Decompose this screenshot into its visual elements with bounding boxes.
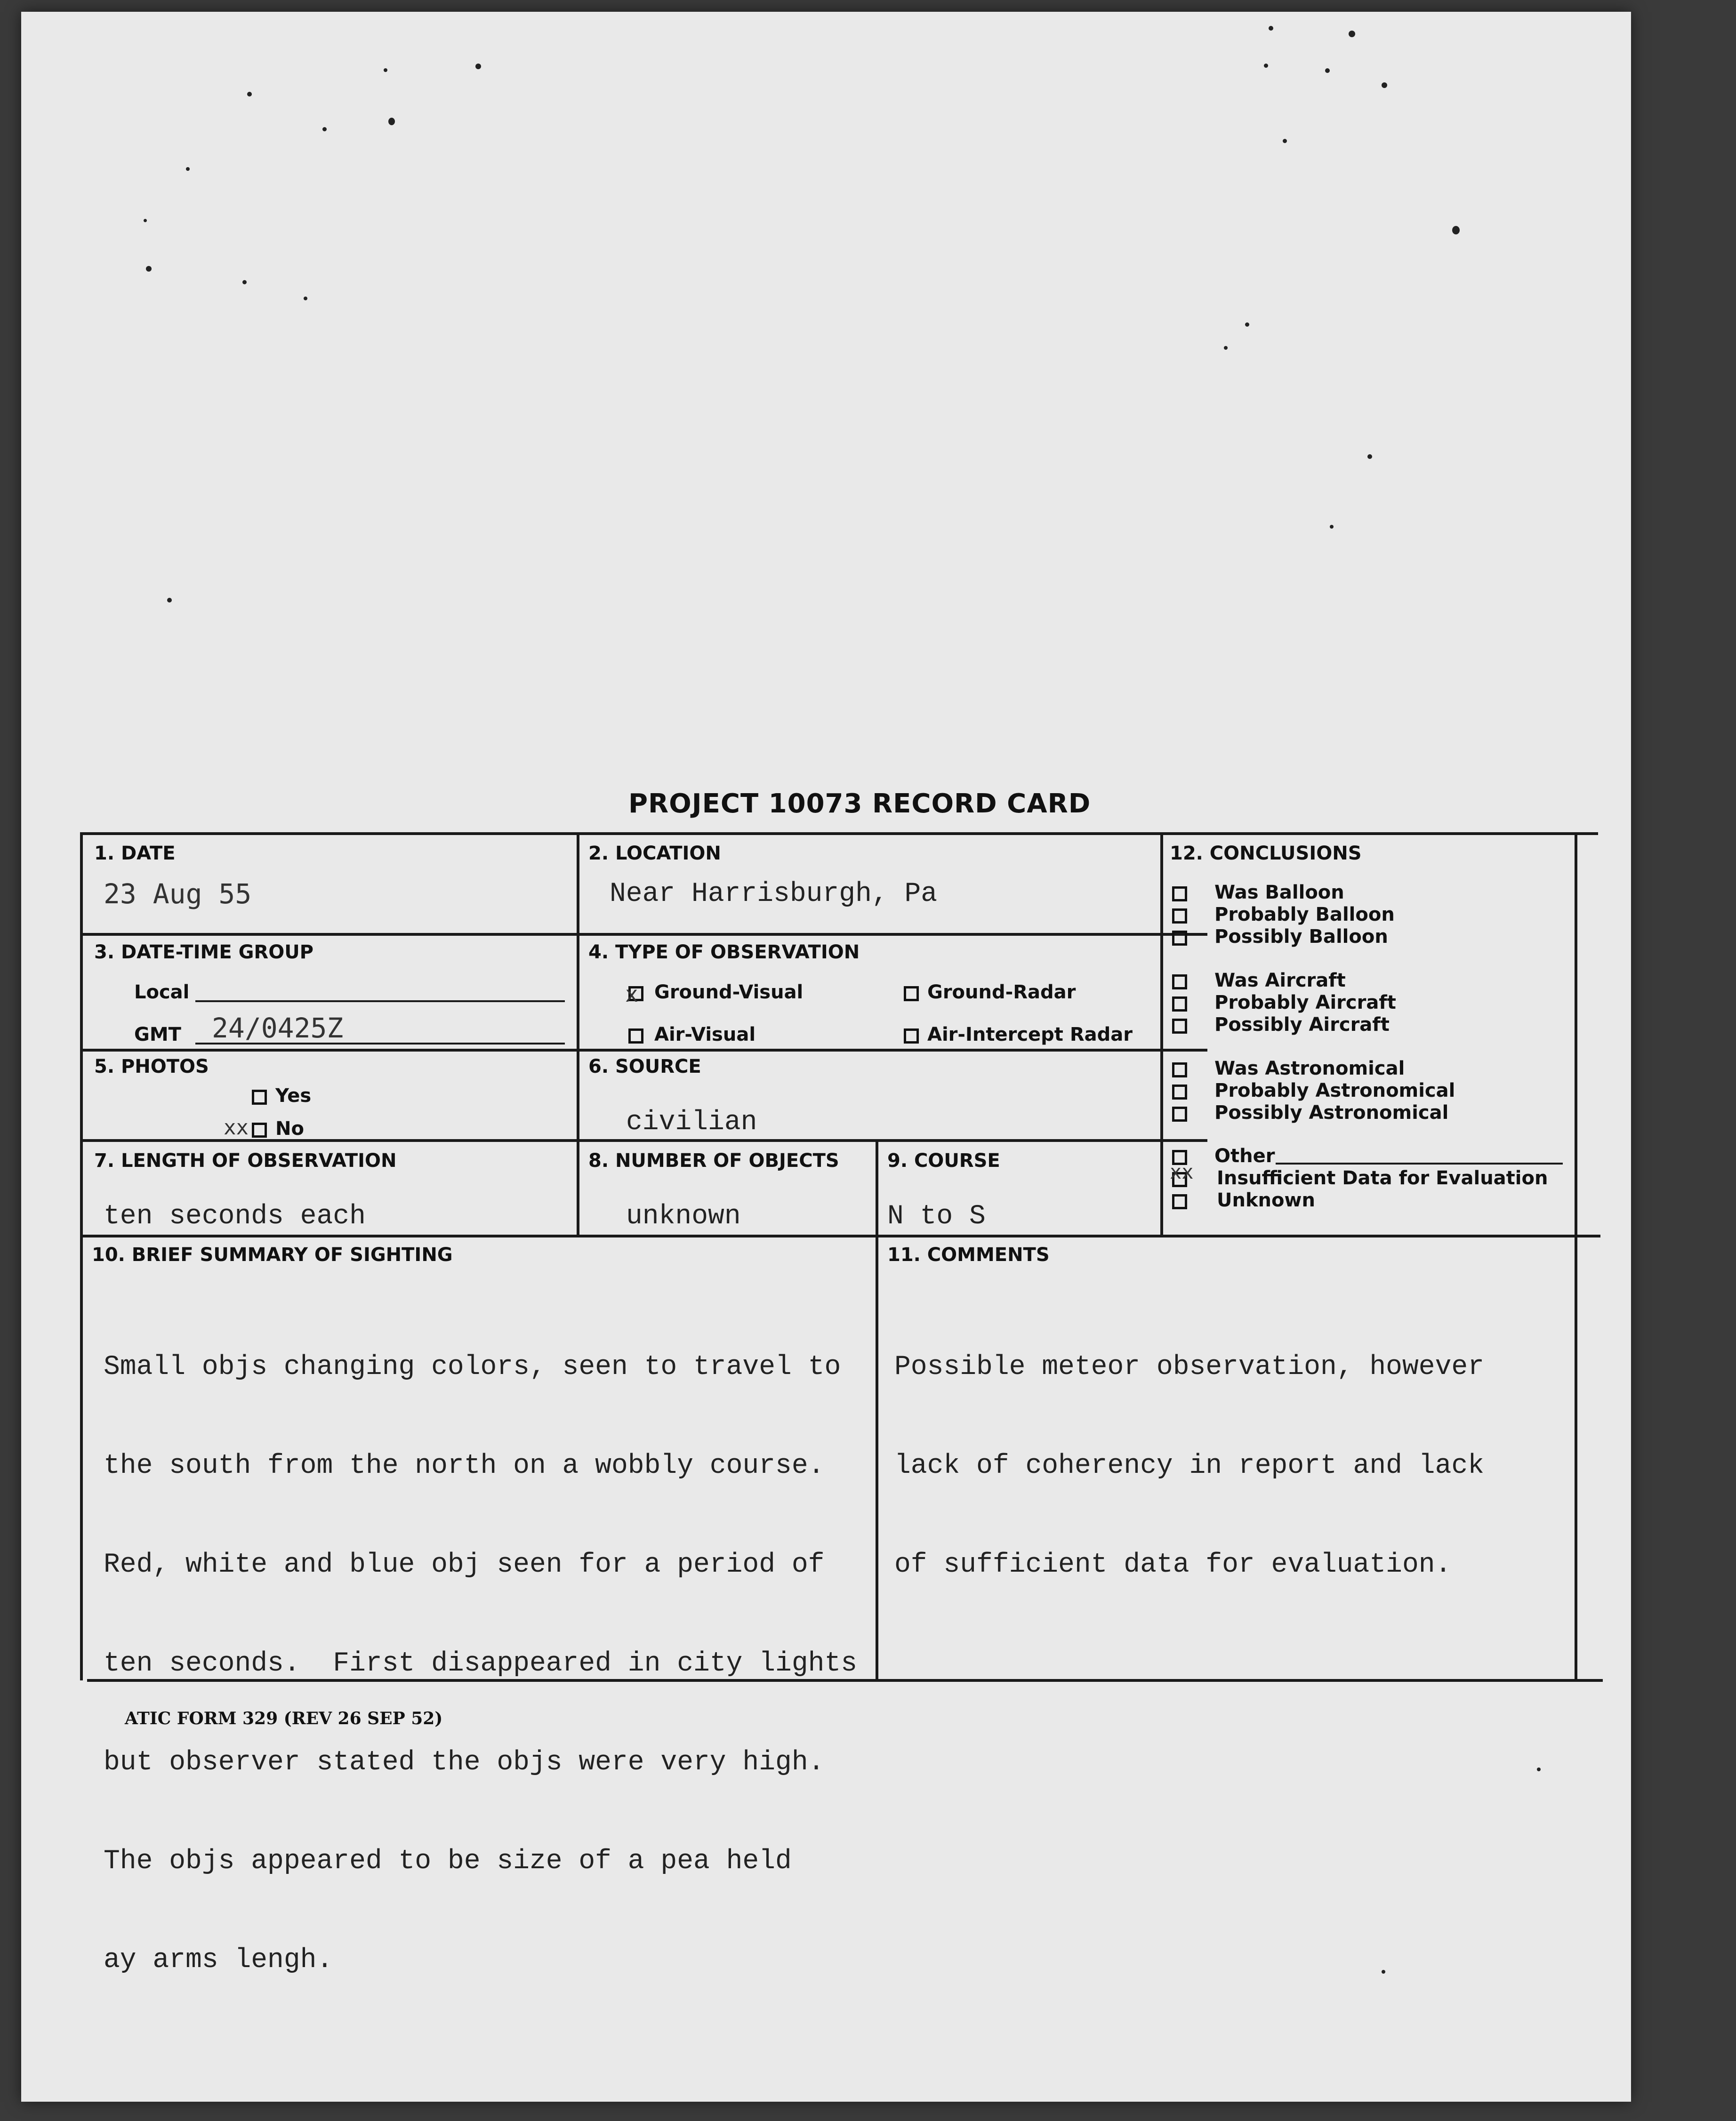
- source-value: civilian: [626, 1107, 757, 1138]
- speck: [1269, 26, 1273, 31]
- form-id: ATIC FORM 329 (REV 26 SEP 52): [125, 1709, 443, 1728]
- length-of-observation-value: ten seconds each: [104, 1201, 366, 1232]
- speck: [247, 92, 252, 96]
- speck: [242, 280, 247, 284]
- ground-visual-option: Ground-Visual: [654, 981, 804, 1003]
- comments-line: Possible meteor observation, however: [894, 1352, 1485, 1382]
- speck: [144, 219, 147, 222]
- speck: [186, 167, 190, 171]
- air-intercept-radar-checkbox[interactable]: [904, 1028, 919, 1044]
- possibly-balloon-option: Possibly Balloon: [1214, 926, 1388, 948]
- probably-astronomical-checkbox[interactable]: [1172, 1085, 1187, 1100]
- possibly-astronomical-option: Possibly Astronomical: [1214, 1102, 1449, 1124]
- probably-balloon-option: Probably Balloon: [1214, 904, 1395, 925]
- brief-summary-line: ay arms lengh.: [104, 1945, 333, 1976]
- type-of-observation-label: 4. TYPE OF OBSERVATION: [588, 941, 860, 963]
- other-underline: [1276, 1163, 1563, 1165]
- was-balloon-option: Was Balloon: [1214, 882, 1344, 903]
- local-label: Local: [134, 981, 190, 1003]
- was-astronomical-option: Was Astronomical: [1214, 1058, 1405, 1079]
- insufficient-data-check-mark: xx: [1170, 1160, 1194, 1183]
- speck: [1382, 1970, 1385, 1974]
- source-label: 6. SOURCE: [588, 1056, 701, 1077]
- brief-summary-line: Small objs changing colors, seen to travel to: [104, 1352, 841, 1382]
- brief-summary-label: 10. BRIEF SUMMARY OF SIGHTING: [92, 1244, 453, 1266]
- brief-summary-line: Red, white and blue obj seen for a period of: [104, 1550, 825, 1580]
- grid-line: [82, 1139, 1207, 1142]
- location-label: 2. LOCATION: [588, 843, 721, 864]
- comments-label: 11. COMMENTS: [887, 1244, 1050, 1266]
- grid-line: [82, 1235, 1600, 1237]
- date-value: 23 Aug 55: [104, 878, 252, 910]
- grid-line: [1160, 833, 1163, 1236]
- insufficient-data-option: Insufficient Data for Evaluation: [1217, 1167, 1548, 1189]
- local-underline: [195, 1000, 565, 1002]
- brief-summary-line: the south from the north on a wobbly course.: [104, 1451, 825, 1481]
- was-astronomical-checkbox[interactable]: [1172, 1062, 1187, 1077]
- unknown-checkbox[interactable]: [1172, 1194, 1187, 1209]
- probably-astronomical-option: Probably Astronomical: [1214, 1080, 1455, 1101]
- speck: [1367, 454, 1372, 459]
- course-value: N to S: [887, 1201, 986, 1232]
- grid-line: [82, 1049, 1207, 1052]
- speck: [167, 598, 172, 603]
- comments-line: lack of coherency in report and lack: [894, 1451, 1485, 1481]
- speck: [1224, 346, 1228, 350]
- speck: [475, 64, 481, 69]
- was-aircraft-option: Was Aircraft: [1214, 970, 1346, 991]
- brief-summary-text: [104, 1285, 857, 2043]
- comments-text: [894, 1285, 1484, 1647]
- grid-left-line: [80, 833, 83, 1680]
- speck: [1264, 64, 1268, 68]
- comments-line: of sufficient data for evaluation.: [894, 1550, 1452, 1580]
- was-balloon-checkbox[interactable]: [1172, 886, 1187, 901]
- speck: [1330, 525, 1334, 529]
- date-label: 1. DATE: [94, 843, 176, 864]
- possibly-aircraft-checkbox[interactable]: [1172, 1019, 1187, 1034]
- possibly-aircraft-option: Possibly Aircraft: [1214, 1014, 1390, 1036]
- grid-line: [577, 833, 579, 1236]
- photos-label: 5. PHOTOS: [94, 1056, 209, 1077]
- speck: [1537, 1768, 1541, 1771]
- photos-yes-checkbox[interactable]: [252, 1090, 267, 1105]
- speck: [1283, 139, 1287, 143]
- number-of-objects-label: 8. NUMBER OF OBJECTS: [588, 1150, 839, 1172]
- speck: [1452, 226, 1460, 234]
- photos-no-check-mark: xx: [224, 1116, 249, 1140]
- course-label: 9. COURSE: [887, 1150, 1000, 1172]
- photos-yes-option: Yes: [275, 1085, 312, 1107]
- brief-summary-line: The objs appeared to be size of a pea held: [104, 1846, 792, 1877]
- card-title: PROJECT 10073 RECORD CARD: [628, 788, 1091, 819]
- gmt-label: GMT: [134, 1024, 181, 1045]
- speck: [304, 297, 307, 300]
- speck: [388, 118, 395, 125]
- air-visual-checkbox[interactable]: [628, 1028, 643, 1044]
- speck: [146, 266, 152, 272]
- air-intercept-radar-option: Air-Intercept Radar: [927, 1024, 1133, 1045]
- probably-balloon-checkbox[interactable]: [1172, 908, 1187, 924]
- brief-summary-line: ten seconds. First disappeared in city lights: [104, 1648, 858, 1679]
- possibly-astronomical-checkbox[interactable]: [1172, 1107, 1187, 1122]
- length-of-observation-label: 7. LENGTH OF OBSERVATION: [94, 1150, 397, 1172]
- photos-no-option: No: [275, 1118, 304, 1140]
- date-time-group-label: 3. DATE-TIME GROUP: [94, 941, 313, 963]
- speck: [1245, 322, 1249, 327]
- brief-summary-line: but observer stated the objs were very high.: [104, 1747, 825, 1778]
- number-of-objects-value: unknown: [626, 1201, 741, 1232]
- air-visual-option: Air-Visual: [654, 1024, 756, 1045]
- unknown-option: Unknown: [1217, 1189, 1315, 1211]
- conclusions-label: 12. CONCLUSIONS: [1170, 843, 1362, 864]
- speck: [322, 127, 327, 131]
- gmt-value: 24/0425Z: [212, 1012, 344, 1044]
- other-option: Other: [1214, 1145, 1275, 1167]
- ground-visual-check-mark: x: [625, 981, 638, 1007]
- speck: [384, 68, 387, 72]
- record-card-sheet: [21, 12, 1631, 2102]
- possibly-balloon-checkbox[interactable]: [1172, 931, 1187, 946]
- photos-no-checkbox[interactable]: [252, 1123, 267, 1138]
- speck: [1349, 31, 1355, 37]
- probably-aircraft-checkbox[interactable]: [1172, 996, 1187, 1012]
- probably-aircraft-option: Probably Aircraft: [1214, 992, 1396, 1013]
- grid-line: [876, 1141, 878, 1680]
- grid-line: [82, 933, 1207, 936]
- speck: [1382, 82, 1387, 88]
- speck: [1325, 68, 1330, 73]
- ground-radar-option: Ground-Radar: [927, 981, 1076, 1003]
- location-value: Near Harrisburgh, Pa: [610, 879, 938, 909]
- grid-right-line: [1575, 833, 1577, 1680]
- ground-radar-checkbox[interactable]: [904, 986, 919, 1001]
- grid-top-line: [80, 832, 1598, 835]
- was-aircraft-checkbox[interactable]: [1172, 974, 1187, 989]
